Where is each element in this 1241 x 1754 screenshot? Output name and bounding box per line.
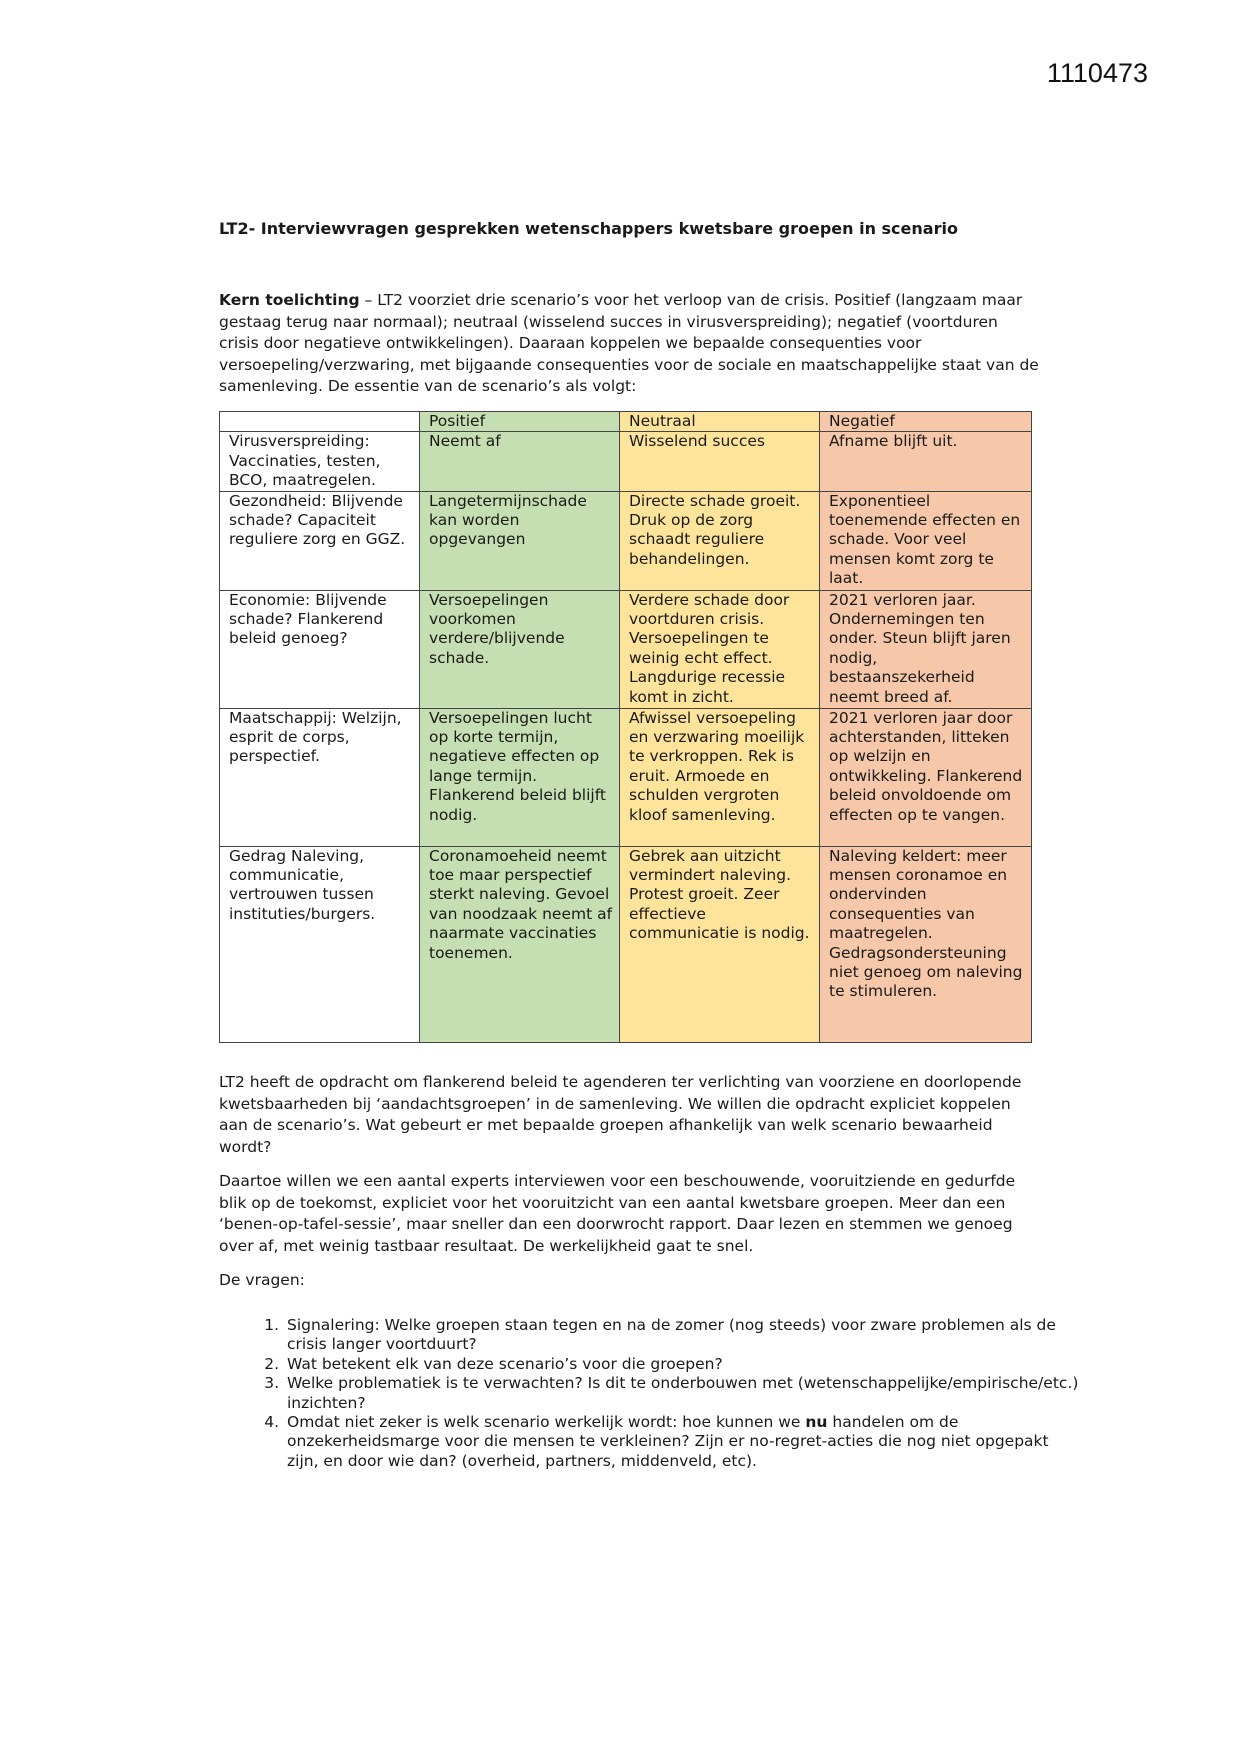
question-item: 2. Wat betekent elk van deze scenario’s voor die groepen? [284, 1355, 1084, 1374]
cell-neutraal: Wisselend succes [620, 432, 820, 491]
cell-negatief: Naleving keldert: meer mensen coronamoe en ondervinden consequenties van maatregelen. Gedragsondersteuning niet genoeg om naleving te stimuleren. [820, 846, 1032, 1042]
cell-neutraal: Afwissel versoepeling en verzwaring moeilijk te verkroppen. Rek is eruit. Armoede en schulden vergroten kloof samenleving. [620, 708, 820, 846]
header-neutraal: Neutraal [620, 412, 820, 432]
row-label: Gedrag Naleving, communicatie, vertrouwen tussen instituties/burgers. [220, 846, 420, 1042]
table-row-gedrag [220, 846, 1032, 1042]
question-item: 3. Welke problematiek is te verwachten? Is dit te onderbouwen met (wetenschappelijke/empirische/etc.) inzichten? [284, 1374, 1084, 1413]
question4-bold: nu [805, 1413, 828, 1432]
cell-negatief: 2021 verloren jaar. Ondernemingen ten onder. Steun blijft jaren nodig, bestaanszekerheid neemt breed af. [820, 590, 1032, 708]
question4-after: handelen om de onzekerheidsmarge voor die mensen te verkleinen? Zijn er no-regret-acties die nog niet opgepakt zijn, en door wie dan? (overheid, partners, middenveld, etc). [287, 1413, 1049, 1470]
row-label: Gezondheid: Blijvende schade? Capaciteit reguliere zorg en GGZ. [220, 491, 420, 590]
cell-positief: Langetermijnschade kan worden opgevangen [420, 491, 620, 590]
cell-negatief: Afname blijft uit. [820, 432, 1032, 491]
table-row-gezondheid [220, 491, 1032, 590]
header-positief: Positief [420, 412, 620, 432]
question4-before: Omdat niet zeker is welk scenario werkelijk wordt: hoe kunnen we [287, 1413, 806, 1432]
cell-neutraal: Verdere schade door voortduren crisis. Versoepelingen te weinig echt effect. Langdurige recessie komt in zicht. [620, 590, 820, 708]
cell-positief: Coronamoeheid neemt toe maar perspectief sterkt naleving. Gevoel van noodzaak neemt af naarmate vaccinaties toenemen. [420, 846, 620, 1042]
table-row-virusverspreiding [220, 432, 1032, 491]
table-row-economie [220, 590, 1032, 708]
cell-neutraal: Directe schade groeit. Druk op de zorg schaadt reguliere behandelingen. [620, 491, 820, 590]
row-label: Virusverspreiding: Vaccinaties, testen, BCO, maatregelen. [220, 432, 420, 491]
question-item [284, 1413, 1084, 1471]
question-item: 1. Signalering: Welke groepen staan tegen en na de zomer (nog steeds) voor zware problemen als de crisis langer voortduurt? [284, 1316, 1084, 1355]
paragraph-opdracht: LT2 heeft de opdracht om flankerend beleid te agenderen ter verlichting van voorziene en doorlopende kwetsbaarheden bij ‘aandachtsgroepen’ in de samenleving. We willen die opdracht expliciet koppelen aan de scenario’s. Wat gebeurt er met bepaalde groepen afhankelijk van welk scenario bewaarheid wordt? [219, 1073, 1022, 1156]
cell-negatief: Exponentieel toenemende effecten en schade. Voor veel mensen komt zorg te laat. [820, 491, 1032, 590]
document-title: LT2- Interviewvragen gesprekken wetenschappers kwetsbare groepen in scenario [219, 219, 958, 238]
intro-lead: Kern toelichting [219, 291, 360, 309]
table-header-row [220, 412, 1032, 432]
cell-positief: Versoepelingen voorkomen verdere/blijvende schade. [420, 590, 620, 708]
cell-neutraal: Gebrek aan uitzicht vermindert naleving. Protest groeit. Zeer effectieve communicatie is nodig. [620, 846, 820, 1042]
scenario-table [219, 411, 1032, 1043]
paragraph-experts: Daartoe willen we een aantal experts interviewen voor een beschouwende, vooruitziende en gedurfde blik op de toekomst, expliciet voor het vooruitzicht van een aantal kwetsbare groepen. Meer dan een ‘benen-op-tafel-sessie’, maar sneller dan een doorwrocht rapport. Daar lezen en stemmen we genoeg over af, met weinig tastbaar resultaat. De werkelijkheid gaat te snel. [219, 1172, 1016, 1255]
table-row-maatschappij [220, 708, 1032, 846]
header-negatief: Negatief [820, 412, 1032, 432]
row-label: Maatschappij: Welzijn, esprit de corps, perspectief. [220, 708, 420, 846]
questions-heading: De vragen: [219, 1271, 305, 1289]
row-label: Economie: Blijvende schade? Flankerend beleid genoeg? [220, 590, 420, 708]
header-empty [220, 412, 420, 432]
document-id: 1110473 [1046, 58, 1148, 88]
intro-text: – LT2 voorziet drie scenario’s voor het verloop van de crisis. Positief (langzaam maar gestaag terug naar normaal); neutraal (wisselend succes in virusverspreiding); negatief (voortduren crisis door negatieve ontwikkelingen). Daaraan koppelen we bepaalde consequenties voor versoepeling/verzwaring, met bijgaande consequenties voor de sociale en maatschappelijke staat van de samenleving. De essentie van de scenario’s als volgt: [219, 291, 1039, 395]
cell-negatief: 2021 verloren jaar door achterstanden, litteken op welzijn en ontwikkeling. Flankerend beleid onvoldoende om effecten op te vangen. [820, 708, 1032, 846]
cell-positief: Neemt af [420, 432, 620, 491]
intro-paragraph [219, 290, 1039, 398]
cell-positief: Versoepelingen lucht op korte termijn, negatieve effecten op lange termijn. Flankerend beleid blijft nodig. [420, 708, 620, 846]
questions-list [219, 1316, 1084, 1471]
